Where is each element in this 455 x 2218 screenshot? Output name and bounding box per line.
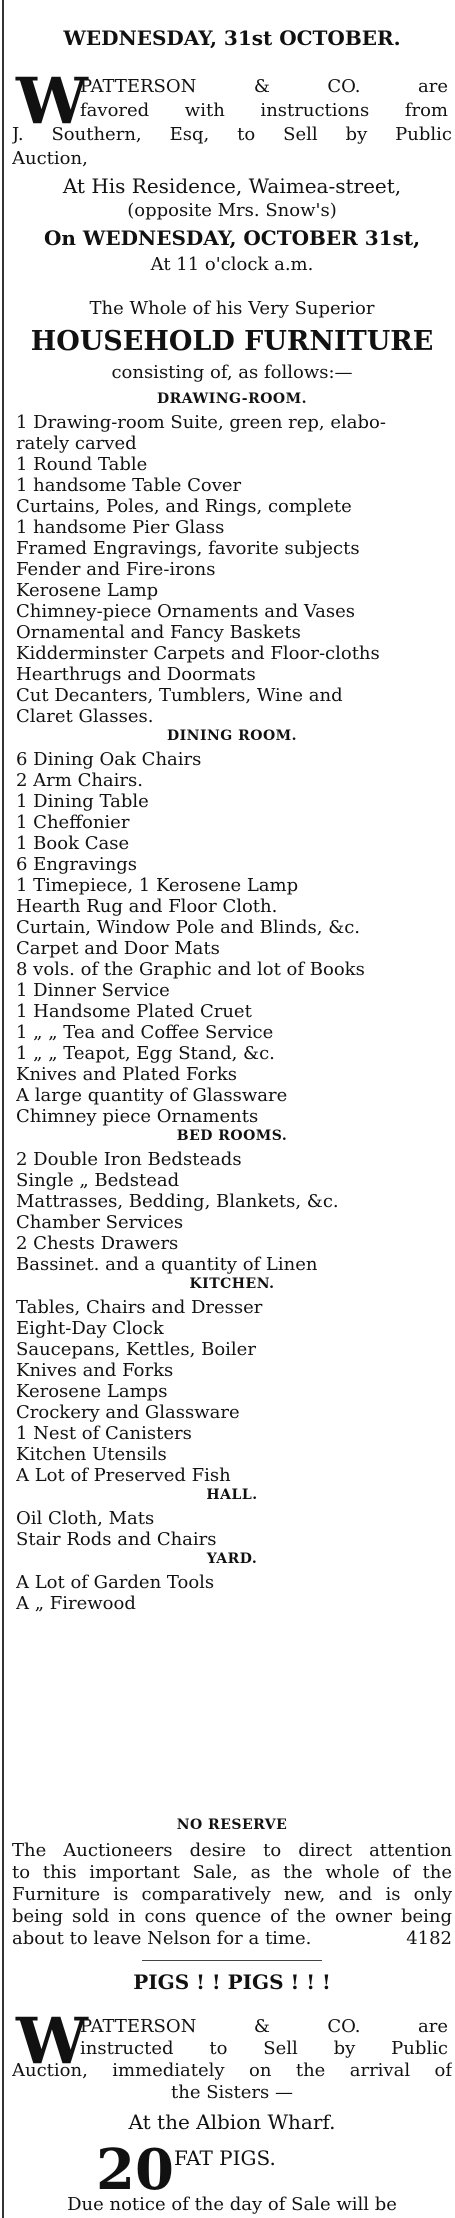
list-item: 1 Timepiece, 1 Kerosene Lamp [16, 877, 299, 895]
list-item: 1 Nest of Canisters [16, 1425, 192, 1443]
list-item: rately carved [16, 435, 137, 453]
list-item: Knives and Plated Forks [16, 1066, 237, 1084]
pig-count: 20 [96, 2137, 174, 2203]
consisting-line: consisting of, as follows:— [111, 364, 353, 382]
opposite-line: (opposite Mrs. Snow's) [127, 202, 337, 220]
section-heading: KITCHEN. [189, 1277, 275, 1291]
list-item: A Lot of Garden Tools [16, 1574, 215, 1592]
closing-line-3: Furniture is comparatively new, and is only [12, 1886, 452, 1904]
closing-line-2: to this important Sale, as the whole of the [12, 1864, 452, 1882]
intro-line-4: Auction, [12, 150, 88, 168]
pigs-intro-2: instructed to Sell by Public [80, 2040, 448, 2058]
list-item: 1 „ „ Teapot, Egg Stand, &c. [16, 1045, 275, 1063]
list-item: Curtain, Window Pole and Blinds, &c. [16, 919, 361, 937]
list-item: Chimney piece Ornaments [16, 1108, 259, 1126]
list-item: 1 Cheffonier [16, 814, 130, 832]
intro-line-2: favored with instructions from [80, 102, 448, 120]
list-item: 8 vols. of the Graphic and lot of Books [16, 961, 365, 979]
list-item: Curtains, Poles, and Rings, complete [16, 498, 352, 516]
list-item: 2 Arm Chairs. [16, 772, 143, 790]
list-item: 1 Book Case [16, 835, 130, 853]
list-item: Saucepans, Kettles, Boiler [16, 1341, 256, 1359]
section-heading: BED ROOMS. [176, 1129, 288, 1143]
section-heading: DRAWING-ROOM. [157, 392, 307, 406]
intro-line-1: PATTERSON & CO. are [80, 78, 448, 96]
dateline: WEDNESDAY, 31st OCTOBER. [63, 28, 401, 48]
list-item: Bassinet. and a quantity of Linen [16, 1256, 318, 1274]
drop-cap-letter-2: W [16, 2004, 88, 2079]
sale-date: On WEDNESDAY, OCTOBER 31st, [43, 228, 421, 248]
column-rule [2, 0, 4, 2218]
intro-line-3: J. Southern, Esq, to Sell by Public [12, 126, 452, 144]
list-item: Single „ Bedstead [16, 1172, 180, 1190]
list-item: Mattrasses, Bedding, Blankets, &c. [16, 1193, 339, 1211]
list-item: 1 Round Table [16, 456, 148, 474]
list-item: Chamber Services [16, 1214, 184, 1232]
list-item: Kerosene Lamp [16, 582, 159, 600]
list-item: Framed Engravings, favorite subjects [16, 540, 360, 558]
list-item: Fender and Fire-irons [16, 561, 216, 579]
pigs-intro-4: the Sisters — [171, 2084, 293, 2102]
residence-line: At His Residence, Waimea-street, [62, 176, 402, 196]
no-reserve: NO RESERVE [176, 1818, 288, 1832]
list-item: Kitchen Utensils [16, 1446, 167, 1464]
list-item: 2 Chests Drawers [16, 1235, 179, 1253]
list-item: Carpet and Door Mats [16, 940, 220, 958]
pigs-intro-1: PATTERSON & CO. are [80, 2018, 448, 2036]
list-item: Ornamental and Fancy Baskets [16, 624, 301, 642]
whole-of-line: The Whole of his Very Superior [89, 300, 375, 318]
list-item: A Lot of Preserved Fish [16, 1467, 231, 1485]
list-item: 1 handsome Pier Glass [16, 519, 225, 537]
pigs-intro-3: Auction, immediately on the arrival of [12, 2062, 452, 2080]
pigs-location: At the Albion Wharf. [128, 2112, 336, 2132]
list-item: 6 Dining Oak Chairs [16, 751, 202, 769]
list-item: 1 handsome Table Cover [16, 477, 242, 495]
list-item: Chimney-piece Ornaments and Vases [16, 603, 356, 621]
list-item: Oil Cloth, Mats [16, 1510, 155, 1528]
list-item: Eight-Day Clock [16, 1320, 164, 1338]
section-heading: HALL. [206, 1488, 258, 1502]
list-item: Claret Glasses. [16, 708, 154, 726]
drop-cap-letter: W [16, 64, 88, 139]
list-item: Cut Decanters, Tumblers, Wine and [16, 687, 343, 705]
closing-line-5: about to leave Nelson for a time. [12, 1930, 312, 1948]
notice-line-1: Due notice of the day of Sale will be [67, 2196, 397, 2214]
sale-time: At 11 o'clock a.m. [150, 256, 314, 274]
ad-reference-number: 4182 [406, 1930, 452, 1948]
list-item: 1 Handsome Plated Cruet [16, 1003, 252, 1021]
list-item: A „ Firewood [16, 1595, 136, 1613]
list-item: 1 Dinner Service [16, 982, 170, 1000]
list-item: Knives and Forks [16, 1362, 174, 1380]
list-item: Kerosene Lamps [16, 1383, 168, 1401]
list-item: 6 Engravings [16, 856, 138, 874]
headline: HOUSEHOLD FURNITURE [30, 328, 434, 355]
pig-lot: FAT PIGS. [174, 2148, 276, 2168]
list-item: Tables, Chairs and Dresser [16, 1299, 263, 1317]
list-item: Crockery and Glassware [16, 1404, 240, 1422]
list-item: Stair Rods and Chairs [16, 1531, 217, 1549]
list-item: 1 Dining Table [16, 793, 149, 811]
pigs-heading: PIGS ! ! PIGS ! ! ! [133, 1972, 331, 1992]
section-heading: YARD. [206, 1552, 258, 1566]
list-item: A large quantity of Glassware [16, 1087, 288, 1105]
closing-line-1: The Auctioneers desire to direct attention [12, 1842, 452, 1860]
ad-divider [142, 1960, 322, 1961]
list-item: Hearthrugs and Doormats [16, 666, 256, 684]
section-heading: DINING ROOM. [166, 729, 298, 743]
list-item: 2 Double Iron Bedsteads [16, 1151, 242, 1169]
list-item: 1 Drawing-room Suite, green rep, elabo- [16, 414, 386, 432]
list-item: 1 „ „ Tea and Coffee Service [16, 1024, 274, 1042]
list-item: Hearth Rug and Floor Cloth. [16, 898, 278, 916]
closing-line-4: being sold in cons quence of the owner being [12, 1908, 452, 1926]
list-item: Kidderminster Carpets and Floor-cloths [16, 645, 380, 663]
